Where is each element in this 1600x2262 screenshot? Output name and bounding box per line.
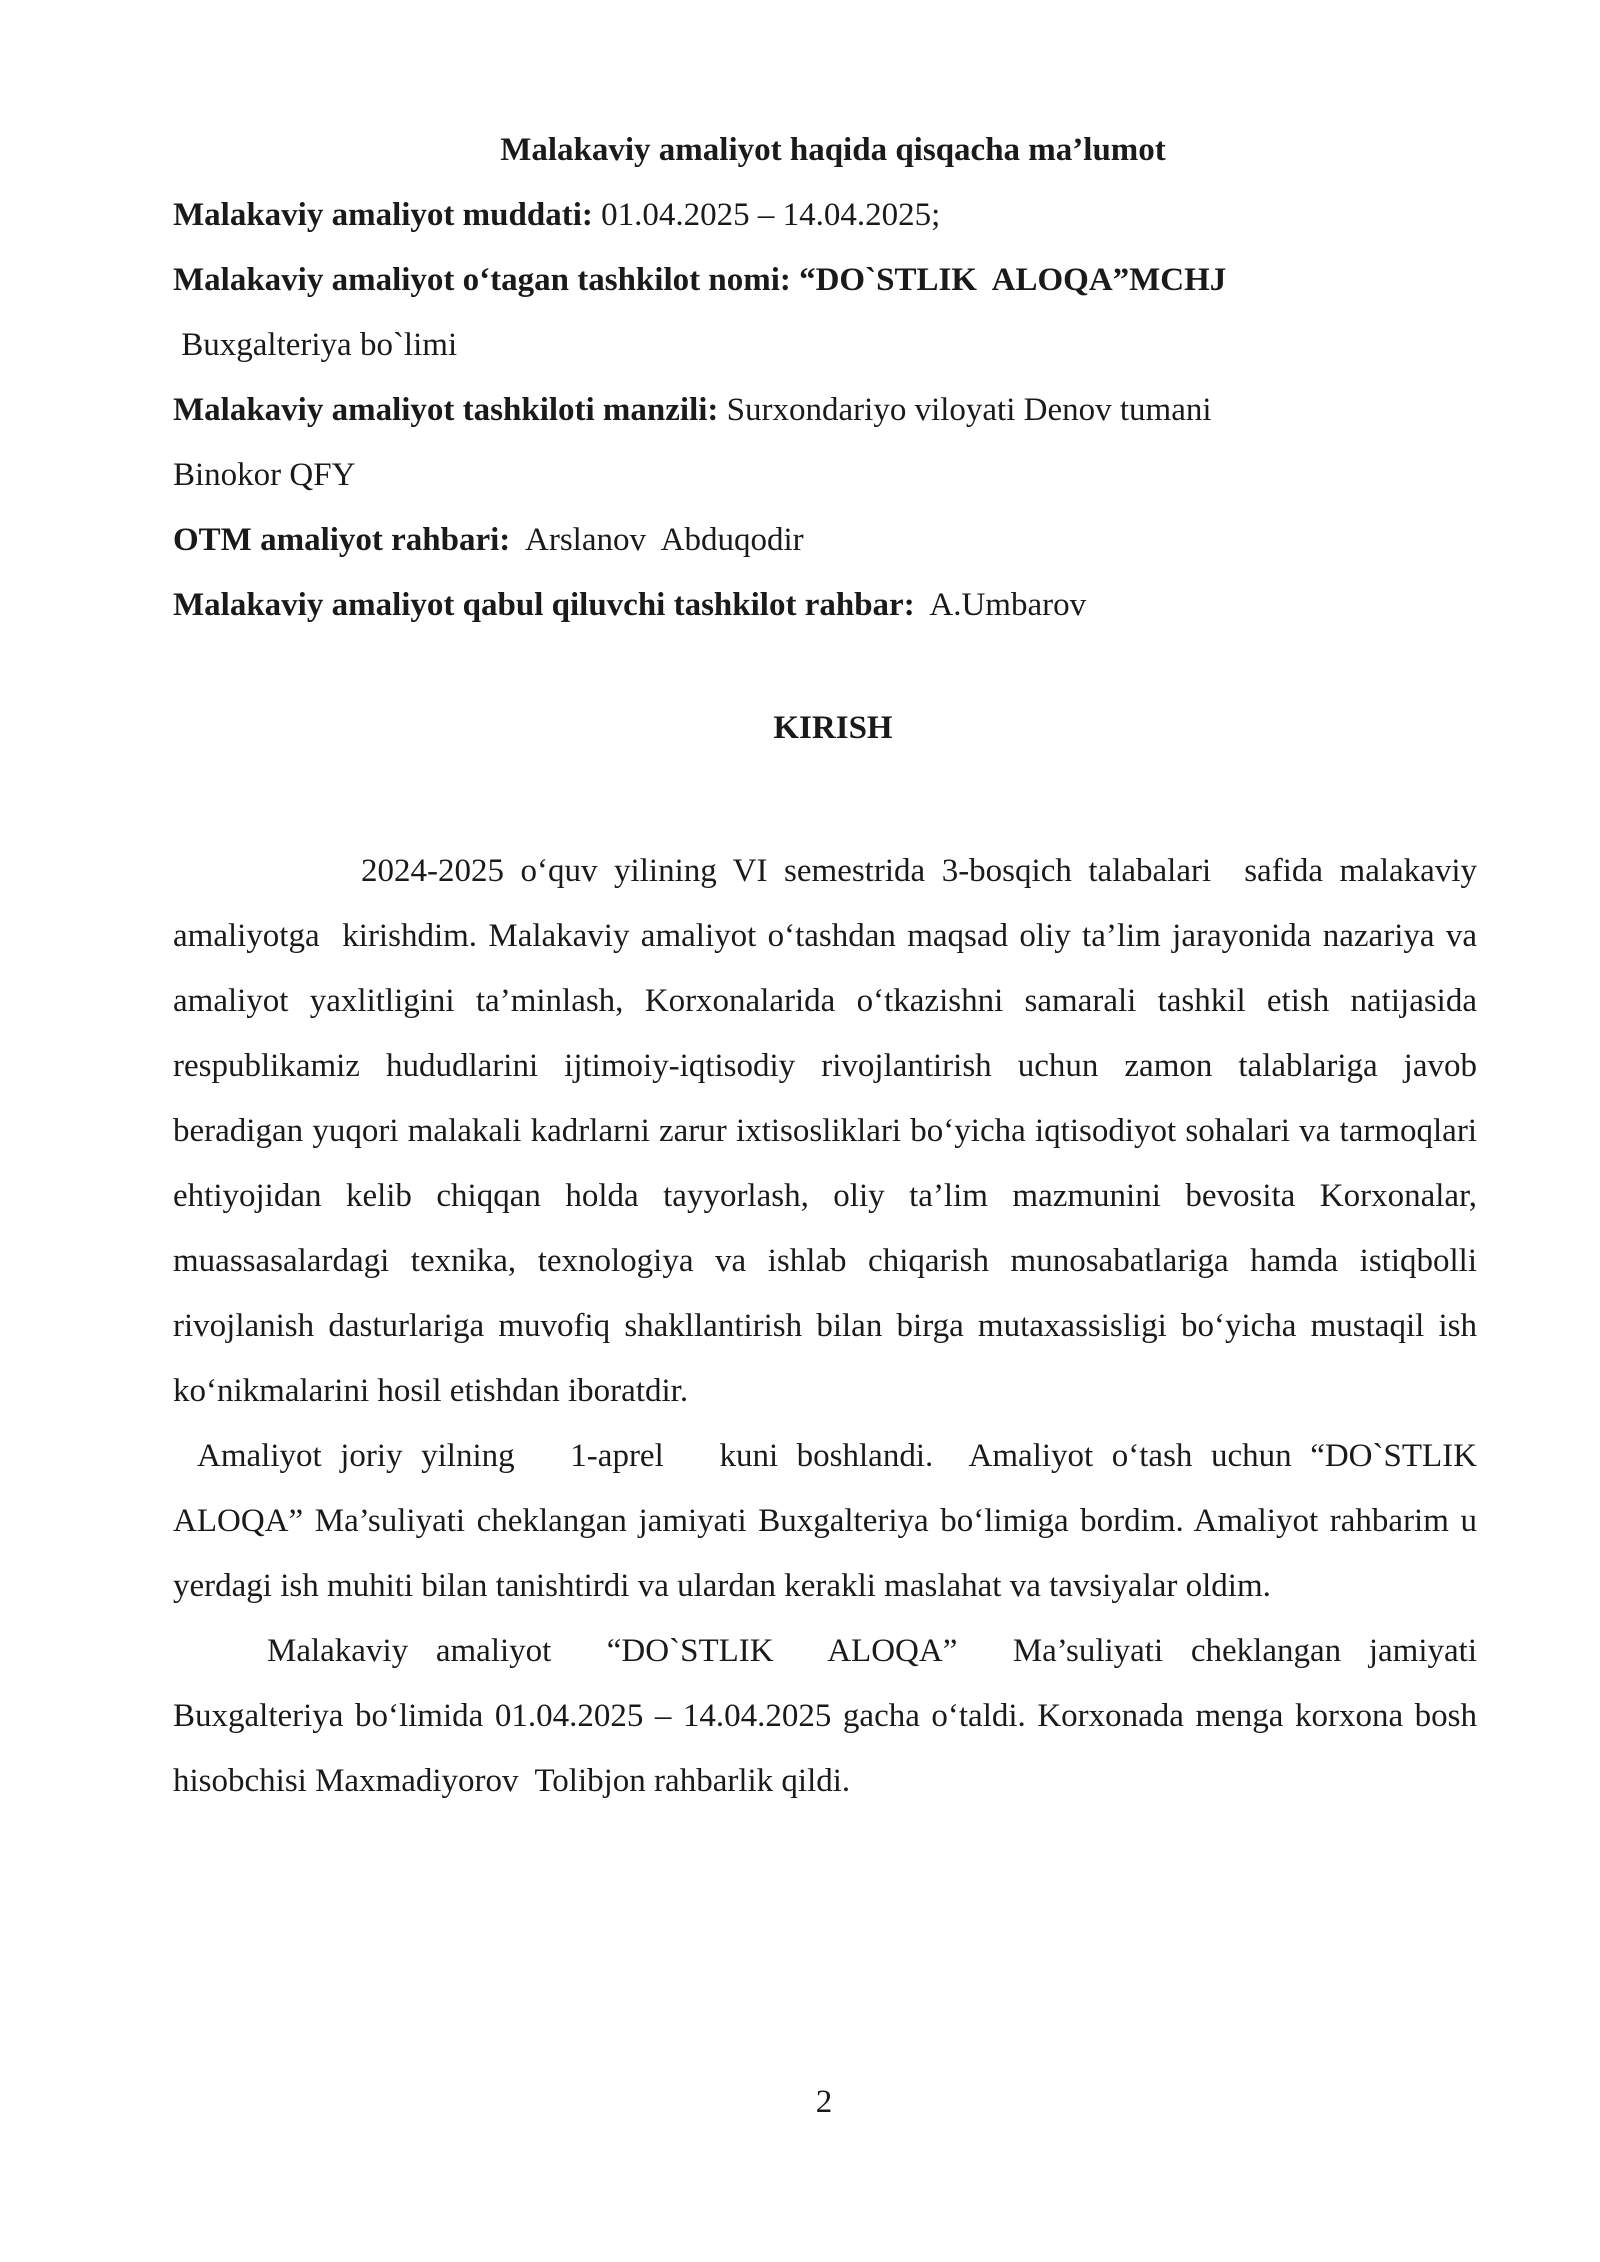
- paragraph-conclusion: Malakaviy amaliyot “DO`STLIK ALOQA” Ma’suliyati cheklangan jamiyati Buxgalteriya bo‘limida 01.04.2025 – 14.04.2025 gacha o‘taldi. Korxonada menga korxona bosh hisobchisi Maxmadiyorov Tolibjon rahbarlik qildi.: [173, 1633, 1486, 1799]
- info-label: Malakaviy amaliyot muddati:: [173, 197, 593, 233]
- info-line-organization: [173, 248, 1477, 313]
- info-value: Surxondariyo viloyati Denov tumani: [718, 392, 1212, 428]
- document-title: Malakaviy amaliyot haqida qisqacha ma’lumot: [500, 132, 1166, 168]
- info-label: Malakaviy amaliyot o‘tagan tashkilot nomi: “DO`STLIK ALOQA”MCHJ: [173, 262, 1227, 298]
- document-page: [173, 118, 1494, 1814]
- info-line-host-supervisor: [173, 573, 1477, 638]
- info-label: Malakaviy amaliyot tashkiloti manzili:: [173, 392, 719, 428]
- info-line-department: [173, 313, 1477, 378]
- info-value: Arslanov Abduqodir: [510, 522, 804, 558]
- info-label: OTM amaliyot rahbari:: [173, 522, 511, 558]
- info-line-address: [173, 378, 1477, 443]
- info-label: Malakaviy amaliyot qabul qiluvchi tashkilot rahbar:: [173, 587, 915, 623]
- info-line-address-cont: [173, 443, 1477, 508]
- section-heading: KIRISH: [773, 710, 893, 746]
- info-value: A.Umbarov: [914, 587, 1087, 623]
- page-number: 2: [815, 2084, 833, 2120]
- info-value: 01.04.2025 – 14.04.2025;: [592, 197, 941, 233]
- info-value: Binokor QFY: [173, 457, 356, 493]
- paragraph-start: Amaliyot joriy yilning 1-aprel kuni boshlandi. Amaliyot o‘tash uchun “DO`STLIK ALOQA” Ma’suliyati cheklangan jamiyati Buxgalteriya bo‘limiga bordim. Amaliyot rahbarim u yerdagi ish muhiti bilan tanishtirdi va ulardan kerakli maslahat va tavsiyalar oldim.: [173, 1438, 1494, 1604]
- info-line-university-supervisor: [173, 508, 1477, 573]
- paragraph-intro: 2024-2025 o‘quv yilining VI semestrida 3-bosqich talabalari safida malakaviy amaliyotga kirishdim. Malakaviy amaliyot o‘tashdan maqsad oliy ta’lim jarayonida nazariya va amaliyot yaxlitligini ta’minlash, Korxonalarida o‘tkazishni samarali tashkil etish natijasida respublikamiz hududlarini ijtimoiy-iqtisodiy rivojlantirish uchun zamon talablariga javob beradigan yuqori malakali kadrlarni zarur ixtisosliklari bo‘yicha iqtisodiyot sohalari va tarmoqlari ehtiyojidan kelib chiqqan holda tayyorlash, oliy ta’lim mazmunini bevosita Korxonalar, muassasalardagi texnika, texnologiya va ishlab chiqarish munosabatlariga hamda istiqbolli rivojlanish dasturlariga muvofiq shakllantirish bilan birga mutaxassisligi bo‘yicha mustaqil ish ko‘nikmalarini hosil etishdan iboratdir.: [173, 853, 1486, 1409]
- info-line-duration: [173, 183, 1477, 248]
- info-value: Buxgalteriya bo`limi: [173, 327, 458, 363]
